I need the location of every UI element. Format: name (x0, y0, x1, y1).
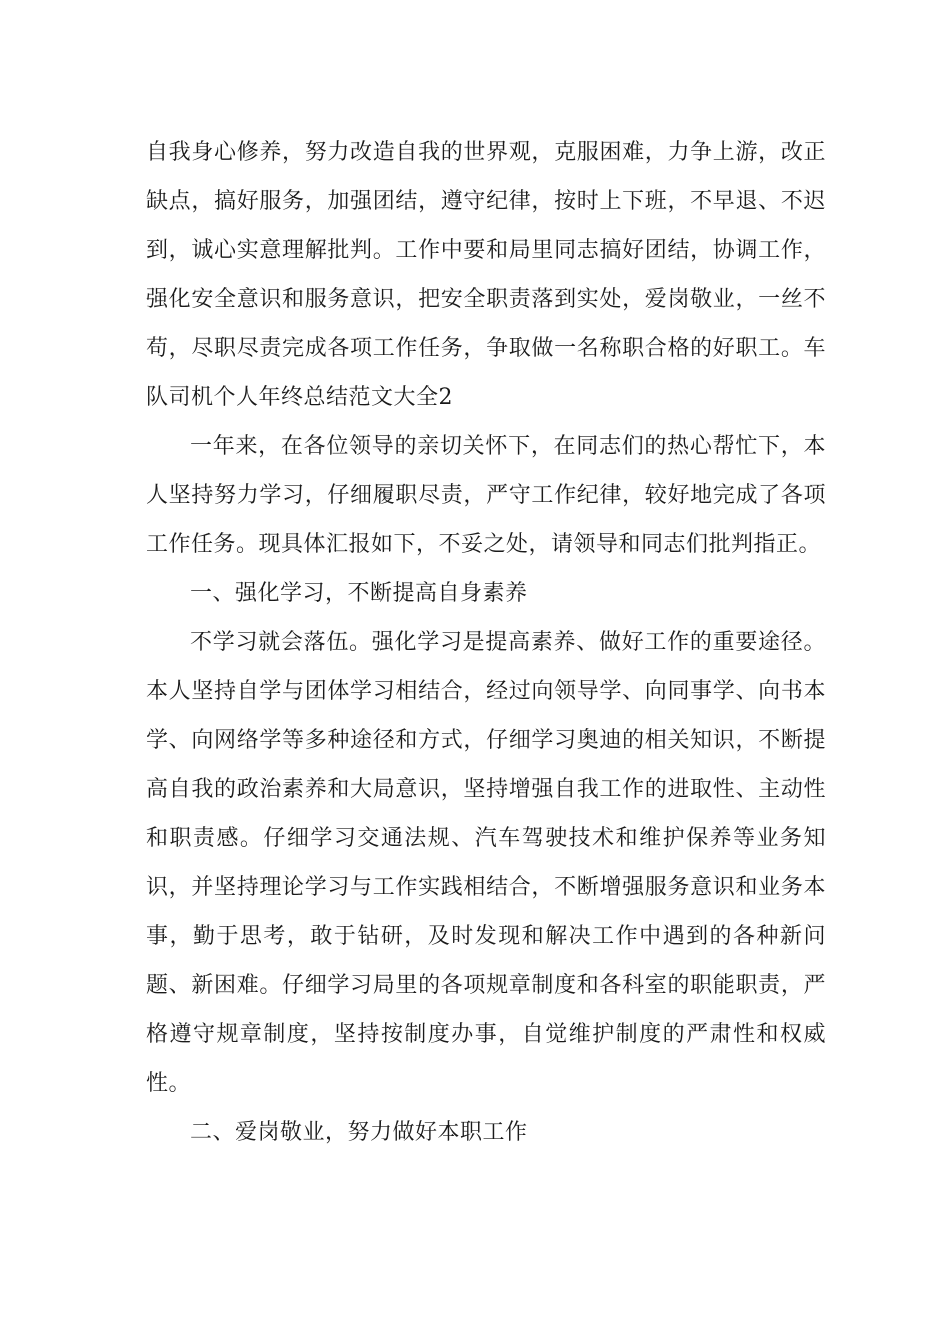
paragraph-intro: 一年来，在各位领导的亲切关怀下，在同志们的热心帮忙下，本人坚持努力学习，仔细履职尽责，严守工作纪律，较好地完成了各项工作任务。现具体汇报如下，不妥之处，请领导和同志们批判指正。 (146, 434, 826, 557)
section-heading-2: 二、爱岗敬业，努力做好本职工作 (190, 1120, 528, 1145)
section-heading-1: 一、强化学习，不断提高自身素养 (190, 581, 528, 606)
document-body (146, 128, 826, 1157)
paragraph-continuation: 自我身心修养，努力改造自我的世界观，克服困难，力争上游，改正缺点，搞好服务，加强团结，遵守纪律，按时上下班，不早退、不迟到，诚心实意理解批判。工作中要和局里同志搞好团结，协调工作，强化安全意识和服务意识，把安全职责落到实处，爱岗敬业，一丝不苟，尽职尽责完成各项工作任务，争取做一名称职合格的好职工。车队司机个人年终总结范文大全2 (146, 140, 826, 410)
paragraph-study: 不学习就会落伍。强化学习是提高素养、做好工作的重要途径。本人坚持自学与团体学习相结合，经过向领导学、向同事学、向书本学、向网络学等多种途径和方式，仔细学习奥迪的相关知识，不断提高自我的政治素养和大局意识，坚持增强自我工作的进取性、主动性和职责感。仔细学习交通法规、汽车驾驶技术和维护保养等业务知识，并坚持理论学习与工作实践相结合，不断增强服务意识和业务本事，勤于思考，敢于钻研，及时发现和解决工作中遇到的各种新问题、新困难。仔细学习局里的各项规章制度和各科室的职能职责，严格遵守规章制度，坚持按制度办事，自觉维护制度的严肃性和权威性。 (146, 630, 826, 1096)
